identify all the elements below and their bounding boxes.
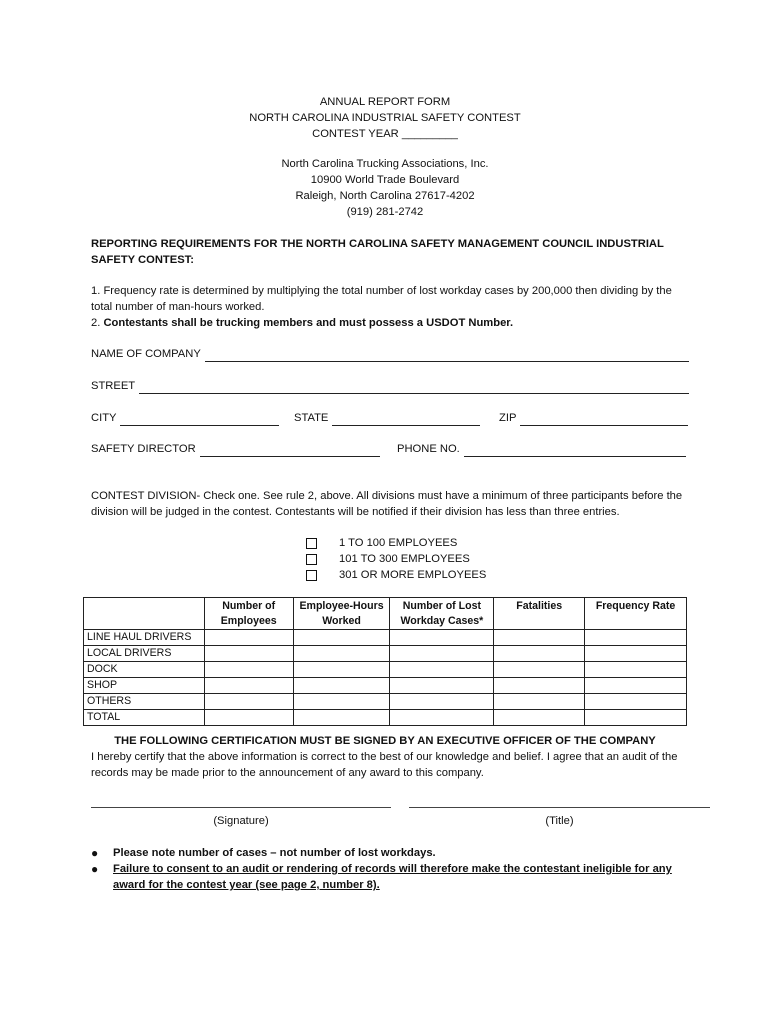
table-cell[interactable] <box>585 694 687 710</box>
certification-text: I hereby certify that the above information is correct to the best of our knowledge and belief. I agree that an audit of the records may be made prior to the announcement of any award to this company. <box>91 751 678 779</box>
table-cell[interactable] <box>293 710 390 726</box>
rule-2-text: Contestants shall be trucking members and must possess a USDOT Number. <box>103 317 514 329</box>
state-label: STATE <box>294 412 329 424</box>
title-caption: (Title) <box>545 815 574 827</box>
division-options <box>306 535 486 583</box>
safety-director-line[interactable] <box>200 445 380 457</box>
table-cell[interactable] <box>390 646 494 662</box>
contest-name: NORTH CAROLINA INDUSTRIAL SAFETY CONTEST <box>249 112 521 124</box>
zip-field[interactable] <box>499 410 688 426</box>
checkbox[interactable] <box>306 570 317 581</box>
rule-2-number: 2. <box>91 317 104 329</box>
table-cell[interactable] <box>293 630 390 646</box>
checkbox[interactable] <box>306 538 317 549</box>
row-label: SHOP <box>84 678 205 694</box>
table-cell[interactable] <box>293 678 390 694</box>
street-field[interactable] <box>91 378 689 394</box>
table-cell[interactable] <box>494 694 585 710</box>
table-cell[interactable] <box>585 630 687 646</box>
division-option-label: 301 OR MORE EMPLOYEES <box>339 569 487 581</box>
company-line[interactable] <box>205 350 689 362</box>
division-option[interactable] <box>306 567 486 583</box>
city-field[interactable] <box>91 410 279 426</box>
requirements-heading: REPORTING REQUIREMENTS FOR THE NORTH CAROLINA SAFETY MANAGEMENT COUNCIL INDUSTRIAL SAFETY CONTEST: <box>91 238 664 266</box>
table-row <box>84 630 687 646</box>
zip-line[interactable] <box>520 414 688 426</box>
org-name: North Carolina Trucking Associations, Inc. <box>281 158 489 170</box>
table-cell[interactable] <box>494 630 585 646</box>
row-label: TOTAL <box>84 710 205 726</box>
notes-list <box>91 845 681 893</box>
note-item <box>91 845 681 861</box>
table-cell[interactable] <box>204 678 293 694</box>
column-header: Frequency Rate <box>585 598 687 630</box>
column-header <box>84 598 205 630</box>
table-cell[interactable] <box>204 710 293 726</box>
bullet-icon: ● <box>91 846 99 860</box>
table-row <box>84 710 687 726</box>
company-field[interactable] <box>91 346 689 362</box>
table-cell[interactable] <box>293 662 390 678</box>
column-header: Number of Employees <box>204 598 293 630</box>
phone-line[interactable] <box>464 445 686 457</box>
table-cell[interactable] <box>204 646 293 662</box>
table-cell[interactable] <box>390 694 494 710</box>
table-row <box>84 662 687 678</box>
table-cell[interactable] <box>585 646 687 662</box>
org-street: 10900 World Trade Boulevard <box>310 174 460 186</box>
table-cell[interactable] <box>494 710 585 726</box>
division-option[interactable] <box>306 535 486 551</box>
table-cell[interactable] <box>390 662 494 678</box>
title-line[interactable] <box>409 807 710 808</box>
certification-heading: THE FOLLOWING CERTIFICATION MUST BE SIGNED BY AN EXECUTIVE OFFICER OF THE COMPANY <box>114 735 656 747</box>
company-label: NAME OF COMPANY <box>91 348 201 360</box>
table-cell[interactable] <box>390 630 494 646</box>
note-text: Failure to consent to an audit or rendering of records will therefore make the contestant ineligible for any award for the contest year (see page 2, number 8). <box>113 863 672 891</box>
injury-report-table <box>83 597 687 726</box>
table-cell[interactable] <box>494 678 585 694</box>
table-cell[interactable] <box>204 630 293 646</box>
safety-director-label: SAFETY DIRECTOR <box>91 443 196 455</box>
checkbox[interactable] <box>306 554 317 565</box>
table-row <box>84 678 687 694</box>
table-cell[interactable] <box>390 710 494 726</box>
city-label: CITY <box>91 412 117 424</box>
division-option-label: 1 TO 100 EMPLOYEES <box>339 537 458 549</box>
table-cell[interactable] <box>494 662 585 678</box>
column-header: Fatalities <box>494 598 585 630</box>
table-cell[interactable] <box>585 662 687 678</box>
street-line[interactable] <box>139 382 689 394</box>
street-label: STREET <box>91 380 136 392</box>
row-label: DOCK <box>84 662 205 678</box>
column-header: Employee-Hours Worked <box>293 598 390 630</box>
state-field[interactable] <box>294 410 480 426</box>
row-label: LINE HAUL DRIVERS <box>84 630 205 646</box>
city-line[interactable] <box>120 414 279 426</box>
phone-label: PHONE NO. <box>397 443 460 455</box>
table-cell[interactable] <box>585 678 687 694</box>
signature-caption: (Signature) <box>213 815 269 827</box>
state-line[interactable] <box>332 414 480 426</box>
table-row <box>84 646 687 662</box>
row-label: LOCAL DRIVERS <box>84 646 205 662</box>
org-city: Raleigh, North Carolina 27617-4202 <box>295 190 475 202</box>
table-cell[interactable] <box>293 646 390 662</box>
table-cell[interactable] <box>494 646 585 662</box>
table-cell[interactable] <box>585 710 687 726</box>
division-option-label: 101 TO 300 EMPLOYEES <box>339 553 470 565</box>
table-cell[interactable] <box>204 694 293 710</box>
bullet-icon: ● <box>91 862 99 876</box>
form-title: ANNUAL REPORT FORM <box>319 96 451 108</box>
contest-division-text: CONTEST DIVISION- Check one. See rule 2, above. All divisions must have a minimum of three participants before the division will be judged in the contest. Contestants will be notified if their division has less than three entries. <box>91 490 683 518</box>
table-cell[interactable] <box>390 678 494 694</box>
table-header-row <box>84 598 687 630</box>
safety-director-field[interactable] <box>91 441 380 457</box>
form-header <box>0 94 770 142</box>
row-label: OTHERS <box>84 694 205 710</box>
note-item <box>91 861 681 893</box>
note-text: Please note number of cases – not number of lost workdays. <box>113 847 436 859</box>
phone-field[interactable] <box>397 441 686 457</box>
contest-year: CONTEST YEAR _________ <box>312 128 458 140</box>
rule-2 <box>91 315 691 331</box>
table-cell[interactable] <box>293 694 390 710</box>
division-option[interactable] <box>306 551 486 567</box>
table-cell[interactable] <box>204 662 293 678</box>
table-row <box>84 694 687 710</box>
org-phone: (919) 281-2742 <box>346 206 424 218</box>
org-address <box>0 156 770 220</box>
zip-label: ZIP <box>499 412 517 424</box>
rule-1: 1. Frequency rate is determined by multiplying the total number of lost workday cases by 200,000 then dividing by the total number of man-hours worked. <box>91 285 672 313</box>
signature-line[interactable] <box>91 807 391 808</box>
column-header: Number of Lost Workday Cases* <box>390 598 494 630</box>
